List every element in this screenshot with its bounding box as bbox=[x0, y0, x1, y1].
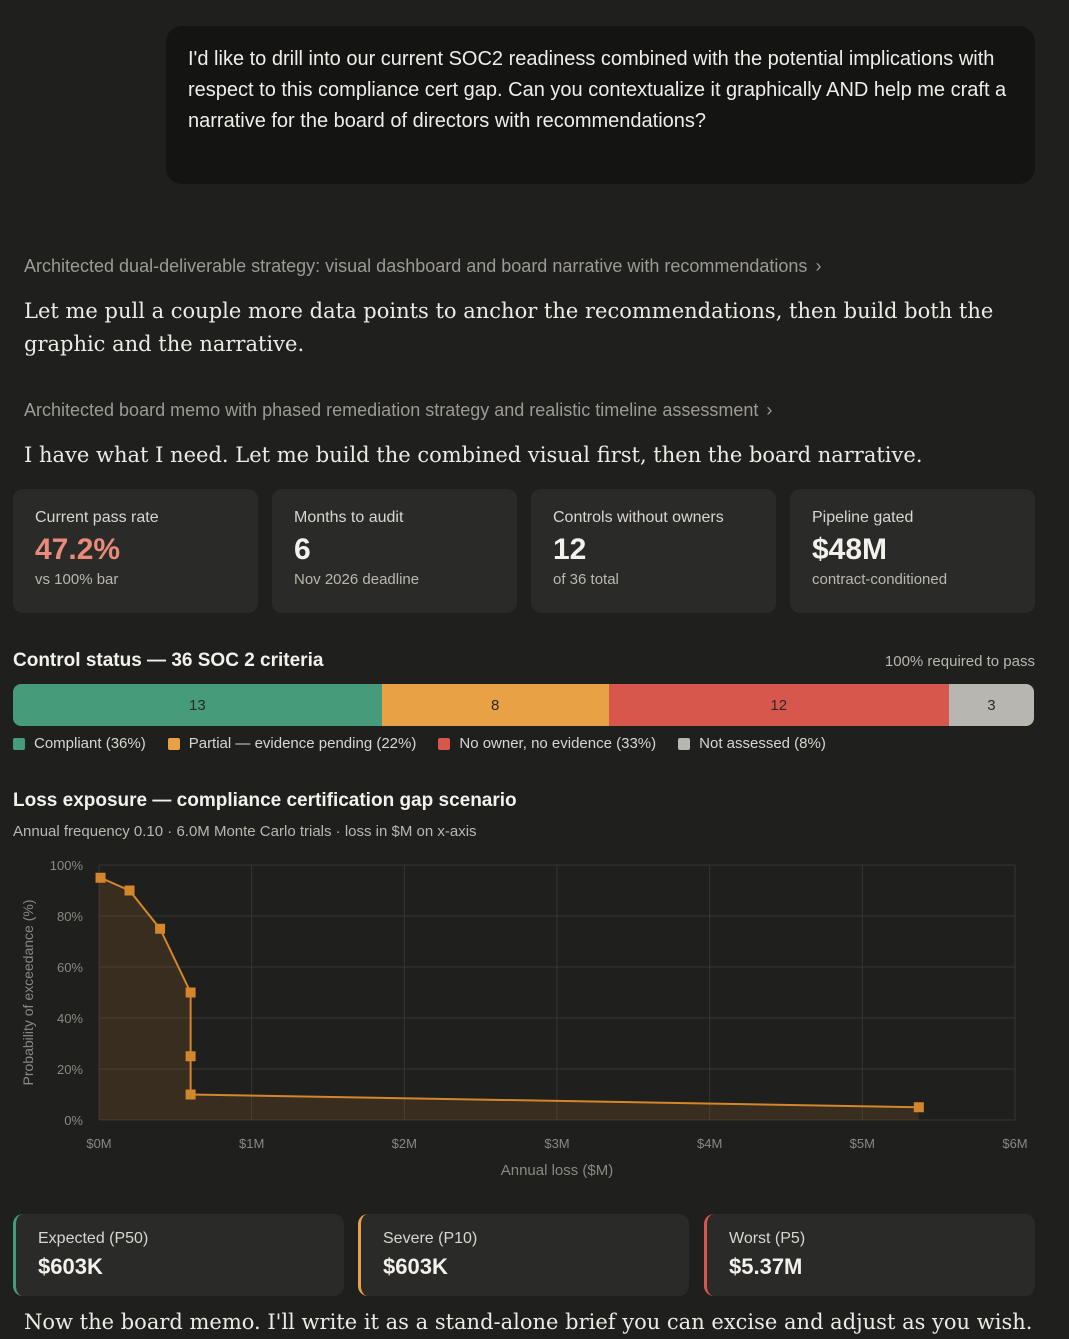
y-axis-label: Probability of exceedance (%) bbox=[20, 899, 36, 1086]
card-value: $603K bbox=[38, 1254, 103, 1279]
legend-label: Partial — evidence pending (22%) bbox=[188, 735, 417, 752]
legend-label: Compliant (36%) bbox=[34, 735, 146, 752]
x-tick-label: $0M bbox=[86, 1136, 112, 1151]
control-status-bar bbox=[13, 684, 1034, 726]
assistant-reply-2: I have what I need. Let me build the combined visual first, then the board narrative. bbox=[24, 443, 923, 467]
x-tick-label: $5M bbox=[849, 1136, 875, 1151]
legend-item-no-owner bbox=[438, 735, 656, 752]
card-severe bbox=[358, 1214, 689, 1296]
stat-card-pass-rate bbox=[13, 489, 258, 613]
assistant-reply-1: Let me pull a couple more data points to anchor the recommendations, then build both the graphic and the narrative. bbox=[24, 299, 994, 356]
stat-label: Months to audit bbox=[294, 509, 404, 526]
series-line bbox=[101, 878, 919, 1108]
user-message: I'd like to drill into our current SOC2 readiness combined with the potential implications with respect to this compliance cert gap. Can you contextualize it graphically AND help me craft a narrative for the board of directors with recommendations? bbox=[166, 26, 1035, 184]
stat-label: Controls without owners bbox=[553, 509, 724, 526]
y-tick-label: 20% bbox=[56, 1062, 83, 1077]
loss-exceedance-chart bbox=[0, 850, 1069, 1190]
y-tick-label: 60% bbox=[56, 960, 83, 975]
legend-label: Not assessed (8%) bbox=[699, 735, 826, 752]
segment-compliant: 13 bbox=[13, 684, 382, 726]
segment-partial: 8 bbox=[382, 684, 609, 726]
legend-swatch bbox=[438, 738, 450, 750]
loss-exposure-title: Loss exposure — compliance certification gap scenario bbox=[13, 790, 517, 811]
legend-item-not-assessed bbox=[678, 735, 826, 752]
stat-sub: vs 100% bar bbox=[35, 571, 119, 588]
thought-summary-1[interactable] bbox=[24, 256, 821, 277]
thought-summary-2-text: Architected board memo with phased remediation strategy and realistic timeline assessment bbox=[24, 400, 759, 420]
stat-value: 12 bbox=[553, 533, 587, 566]
legend-item-compliant bbox=[13, 735, 146, 752]
card-label: Severe (P10) bbox=[383, 1230, 478, 1247]
legend-swatch bbox=[168, 738, 180, 750]
stat-card-controls bbox=[531, 489, 776, 613]
segment-not-assessed: 3 bbox=[949, 684, 1034, 726]
data-point bbox=[186, 1051, 196, 1061]
stat-card-months bbox=[272, 489, 517, 613]
control-status-legend bbox=[13, 735, 826, 752]
segment-no-owner: 12 bbox=[609, 684, 949, 726]
stat-sub: contract-conditioned bbox=[812, 571, 948, 588]
y-tick-label: 80% bbox=[56, 909, 83, 924]
x-tick-label: $3M bbox=[544, 1136, 570, 1151]
chevron-right-icon: › bbox=[766, 400, 773, 420]
chevron-right-icon: › bbox=[815, 256, 822, 276]
x-axis-label: Annual loss ($M) bbox=[500, 1162, 614, 1179]
y-tick-label: 0% bbox=[64, 1113, 83, 1128]
stat-value: 47.2% bbox=[35, 533, 121, 566]
card-value: $5.37M bbox=[729, 1254, 803, 1279]
data-point bbox=[96, 873, 106, 883]
card-label: Worst (P5) bbox=[729, 1230, 806, 1247]
y-tick-label: 100% bbox=[49, 858, 83, 873]
legend-swatch bbox=[13, 738, 25, 750]
data-point bbox=[914, 1102, 924, 1112]
stat-card-pipeline bbox=[790, 489, 1035, 613]
data-point bbox=[186, 988, 196, 998]
control-status-title: Control status — 36 SOC 2 criteria bbox=[13, 650, 324, 671]
card-worst bbox=[704, 1214, 1035, 1296]
stat-value: $48M bbox=[812, 533, 888, 566]
legend-item-partial bbox=[168, 735, 417, 752]
data-point bbox=[155, 924, 165, 934]
stat-sub: of 36 total bbox=[553, 571, 619, 588]
stat-label: Pipeline gated bbox=[812, 509, 914, 526]
assistant-reply-3: Now the board memo. I'll write it as a stand-alone brief you can excise and adjust as you wish. bbox=[24, 1310, 1033, 1334]
data-point bbox=[125, 886, 135, 896]
thought-summary-2[interactable] bbox=[24, 400, 772, 421]
x-tick-label: $1M bbox=[239, 1136, 265, 1151]
legend-label: No owner, no evidence (33%) bbox=[459, 735, 657, 752]
card-expected bbox=[13, 1214, 344, 1296]
x-tick-label: $4M bbox=[697, 1136, 723, 1151]
card-value: $603K bbox=[383, 1254, 448, 1279]
y-tick-label: 40% bbox=[56, 1011, 83, 1026]
series-area bbox=[99, 878, 919, 1120]
data-point bbox=[186, 1090, 196, 1100]
card-label: Expected (P50) bbox=[38, 1230, 149, 1247]
stat-sub: Nov 2026 deadline bbox=[294, 571, 420, 588]
x-tick-label: $6M bbox=[1002, 1136, 1028, 1151]
legend-swatch bbox=[678, 738, 690, 750]
loss-exposure-subtitle: Annual frequency 0.10 · 6.0M Monte Carlo trials · loss in $M on x-axis bbox=[13, 823, 477, 840]
x-tick-label: $2M bbox=[391, 1136, 417, 1151]
stat-value: 6 bbox=[294, 533, 311, 566]
thought-summary-1-text: Architected dual-deliverable strategy: visual dashboard and board narrative with recommendations bbox=[24, 256, 808, 276]
stat-label: Current pass rate bbox=[35, 509, 159, 526]
pass-requirement-note: 100% required to pass bbox=[884, 653, 1035, 670]
